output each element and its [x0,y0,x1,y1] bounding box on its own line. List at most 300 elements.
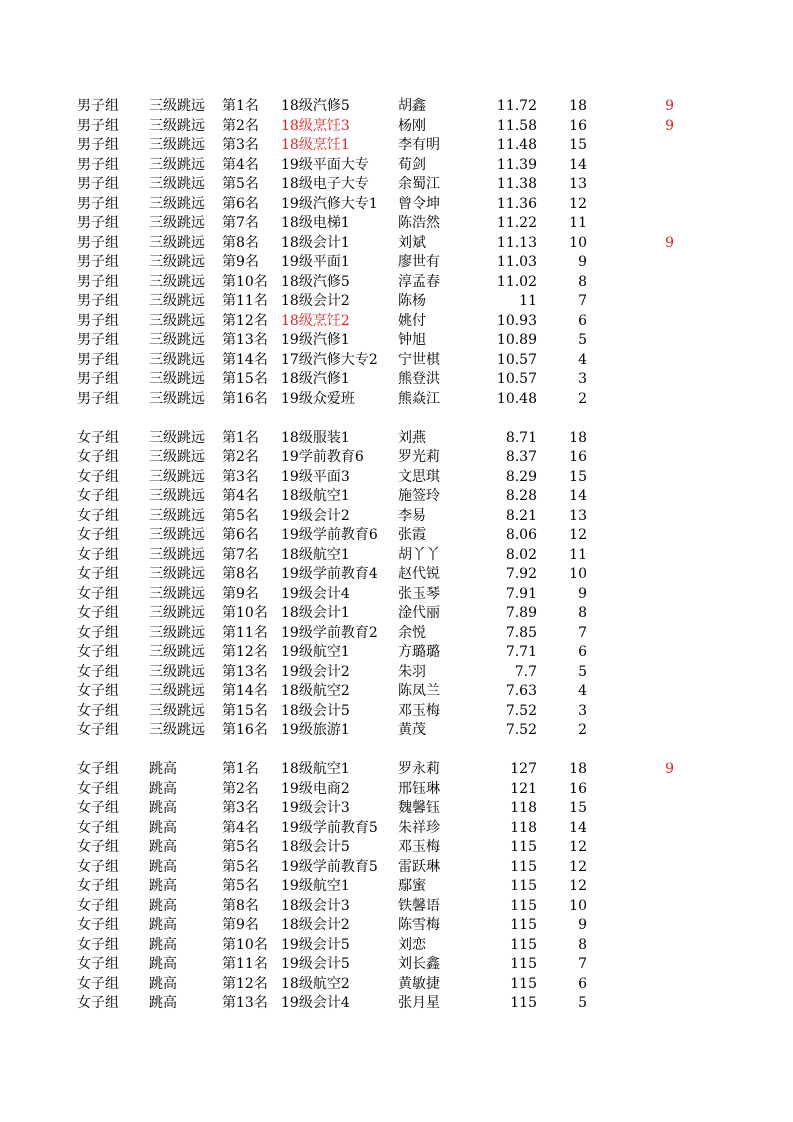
event-cell: 三级跳远 [149,663,205,680]
event-cell: 三级跳远 [149,117,205,134]
athlete-name-cell: 淳孟春 [398,273,440,290]
class-cell: 18级烹饪1 [281,137,350,153]
rank-cell: 第2名 [222,449,259,465]
event-cell: 三级跳远 [149,332,205,348]
points-cell: 6 [578,975,587,992]
result-row [0,936,793,956]
class-cell: 17级汽修大专2 [281,351,378,368]
group-cell: 女子组 [77,624,119,641]
result-row [0,351,793,371]
class-cell: 19级会计5 [281,936,350,953]
result-row [0,643,793,663]
score-cell: 8.37 [505,449,537,465]
rank-cell: 第4名 [222,488,259,504]
points-cell: 8 [578,273,587,290]
event-cell: 三级跳远 [149,254,205,270]
event-cell: 三级跳远 [149,507,205,524]
score-cell: 11.13 [496,234,537,251]
points-cell: 4 [578,683,587,699]
rank-cell: 第3名 [222,800,259,816]
score-cell: 10.93 [496,312,537,329]
class-cell: 19级学前教育5 [281,819,378,836]
points-cell: 11 [569,215,587,231]
class-cell: 19级航空1 [281,878,350,894]
points-cell: 5 [578,332,587,348]
points-cell: 15 [569,468,587,485]
class-cell: 18级烹饪3 [281,117,350,134]
event-cell: 三级跳远 [149,702,205,719]
group-cell: 女子组 [77,761,119,777]
rank-cell: 第2名 [222,117,259,134]
group-cell: 女子组 [77,683,119,699]
class-cell: 18级会计5 [281,839,350,855]
class-cell: 18级汽修5 [281,273,350,290]
group-cell: 男子组 [77,117,119,134]
event-cell: 三级跳远 [149,312,205,329]
result-row [0,390,793,410]
athlete-name-cell: 邓玉梅 [398,702,440,719]
result-row [0,117,793,137]
rank-cell: 第5名 [222,176,259,192]
group-cell: 男子组 [77,176,119,192]
class-cell: 18级电子大专 [281,176,369,192]
score-cell: 11.39 [496,156,537,173]
result-row [0,721,793,741]
event-cell: 三级跳远 [149,390,205,407]
rank-cell: 第5名 [222,839,259,855]
rank-cell: 第3名 [222,468,259,485]
points-cell: 14 [569,488,587,504]
class-cell: 19级会计3 [281,800,350,816]
score-cell: 115 [510,956,537,972]
score-cell: 7.7 [514,663,537,680]
score-cell: 10.57 [496,351,537,368]
score-cell: 8.06 [505,527,537,543]
score-cell: 7.63 [505,683,537,699]
athlete-name-cell: 荀剑 [398,156,426,173]
event-cell: 三级跳远 [149,137,205,153]
event-cell: 三级跳远 [149,488,205,504]
result-row [0,546,793,566]
points-cell: 10 [569,566,587,582]
score-cell: 11.02 [496,273,537,290]
event-cell: 三级跳远 [149,195,205,212]
group-cell: 女子组 [77,936,119,953]
group-cell: 女子组 [77,488,119,504]
points-cell: 8 [578,936,587,953]
event-cell: 跳高 [149,897,177,914]
group-cell: 女子组 [77,878,119,894]
score-cell: 11.36 [496,195,537,212]
rank-cell: 第6名 [222,527,259,543]
event-cell: 三级跳远 [149,683,205,699]
event-cell: 三级跳远 [149,98,205,114]
result-row [0,897,793,917]
event-cell: 跳高 [149,878,177,894]
group-cell: 女子组 [77,956,119,972]
group-cell: 女子组 [77,507,119,524]
class-cell: 18级航空2 [281,683,350,699]
athlete-name-cell: 黄敏捷 [398,975,440,992]
result-row [0,312,793,332]
score-cell: 11 [519,293,537,309]
points-cell: 9 [578,254,587,270]
group-cell: 男子组 [77,156,119,173]
class-cell: 18级航空1 [281,546,350,563]
event-cell: 三级跳远 [149,546,205,563]
points-cell: 8 [578,605,587,621]
result-row [0,175,793,195]
score-cell: 10.57 [496,371,537,387]
score-cell: 121 [510,780,537,797]
rank-cell: 第3名 [222,137,259,153]
event-cell: 三级跳远 [149,176,205,192]
points-cell: 16 [569,449,587,465]
score-cell: 11.72 [496,98,537,114]
group-cell: 女子组 [77,449,119,465]
points-cell: 6 [578,312,587,329]
athlete-name-cell: 黄茂 [398,722,426,738]
score-cell: 11.38 [496,176,537,192]
rank-cell: 第12名 [222,312,268,329]
score-cell: 10.89 [496,332,537,348]
rank-cell: 第1名 [222,429,259,446]
result-row [0,487,793,507]
rank-cell: 第8名 [222,234,259,251]
group-cell: 男子组 [77,371,119,387]
group-cell: 女子组 [77,858,119,875]
results-sheet [0,97,793,1014]
athlete-name-cell: 刘恋 [398,936,426,953]
class-cell: 19级会计2 [281,663,350,680]
rank-cell: 第13名 [222,332,268,348]
athlete-name-cell: 张玉琴 [398,585,440,602]
score-cell: 7.71 [505,644,537,660]
class-cell: 19级会计2 [281,507,350,524]
athlete-name-cell: 杨刚 [398,117,426,134]
score-cell: 8.28 [505,488,537,504]
group-cell: 女子组 [77,800,119,816]
athlete-name-cell: 胡鑫 [398,98,426,114]
result-row [0,448,793,468]
points-cell: 12 [569,858,587,875]
points-cell: 12 [569,839,587,855]
athlete-name-cell: 余悦 [398,624,426,641]
result-row [0,624,793,644]
group-cell: 男子组 [77,273,119,290]
athlete-name-cell: 刘燕 [398,429,426,446]
group-cell: 女子组 [77,995,119,1011]
athlete-name-cell: 文思琪 [398,468,440,485]
athlete-name-cell: 宁世棋 [398,351,440,368]
event-cell: 跳高 [149,858,177,875]
score-cell: 7.91 [505,585,537,602]
athlete-name-cell: 方璐璐 [398,644,440,660]
score-cell: 118 [510,819,537,836]
athlete-name-cell: 邓玉梅 [398,839,440,855]
rank-cell: 第13名 [222,995,268,1011]
score-cell: 7.52 [505,702,537,719]
score-cell: 7.89 [505,605,537,621]
points-cell: 11 [569,546,587,563]
score-cell: 11.03 [496,254,537,270]
rank-cell: 第12名 [222,644,268,660]
section-gap [0,409,793,429]
score-cell: 11.48 [496,137,537,153]
score-cell: 115 [510,936,537,953]
group-cell: 女子组 [77,897,119,914]
athlete-name-cell: 胡丫丫 [398,546,440,563]
result-row [0,858,793,878]
group-cell: 女子组 [77,585,119,602]
class-cell: 19级平面1 [281,254,350,270]
rank-cell: 第11名 [222,293,268,309]
class-cell: 19级平面大专 [281,156,369,173]
rank-cell: 第7名 [222,215,259,231]
event-cell: 三级跳远 [149,351,205,368]
result-row [0,526,793,546]
rank-cell: 第9名 [222,254,259,270]
result-row [0,273,793,293]
athlete-name-cell: 陈杨 [398,293,426,309]
group-cell: 女子组 [77,527,119,543]
group-cell: 男子组 [77,195,119,212]
points-cell: 2 [578,390,587,407]
section-gap [0,741,793,761]
rank-cell: 第7名 [222,546,259,563]
class-cell: 18级汽修5 [281,98,350,114]
result-row [0,585,793,605]
athlete-name-cell: 刘长鑫 [398,956,440,972]
class-cell: 18级电梯1 [281,215,350,231]
rank-cell: 第2名 [222,780,259,797]
group-cell: 男子组 [77,254,119,270]
athlete-name-cell: 熊登洪 [398,371,440,387]
points-cell: 3 [578,371,587,387]
score-cell: 8.21 [505,507,537,524]
points-cell: 13 [569,176,587,192]
rank-cell: 第5名 [222,507,259,524]
athlete-name-cell: 施签玲 [398,488,440,504]
athlete-name-cell: 邢钰琳 [398,780,440,797]
points-cell: 12 [569,527,587,543]
group-cell: 男子组 [77,351,119,368]
points-cell: 4 [578,351,587,368]
rank-cell: 第15名 [222,371,268,387]
rank-cell: 第6名 [222,195,259,212]
athlete-name-cell: 罗光莉 [398,449,440,465]
rank-cell: 第8名 [222,566,259,582]
points-cell: 16 [569,780,587,797]
athlete-name-cell: 雷跃琳 [398,858,440,875]
event-cell: 三级跳远 [149,215,205,231]
event-cell: 跳高 [149,761,177,777]
class-cell: 18级会计5 [281,702,350,719]
points-cell: 12 [569,195,587,212]
points-cell: 7 [578,956,587,972]
extra-points-cell: 9 [665,234,674,251]
points-cell: 3 [578,702,587,719]
score-cell: 115 [510,917,537,933]
athlete-name-cell: 李易 [398,507,426,524]
event-cell: 跳高 [149,819,177,836]
extra-points-cell: 9 [665,761,674,777]
class-cell: 19级航空1 [281,644,350,660]
class-cell: 18级会计1 [281,234,350,251]
event-cell: 三级跳远 [149,722,205,738]
athlete-name-cell: 廖世有 [398,254,440,270]
score-cell: 118 [510,800,537,816]
athlete-name-cell: 熊焱江 [398,390,440,407]
result-row [0,234,793,254]
result-row [0,565,793,585]
event-cell: 跳高 [149,780,177,797]
athlete-name-cell: 淦代丽 [398,605,440,621]
event-cell: 三级跳远 [149,293,205,309]
score-cell: 115 [510,839,537,855]
group-cell: 男子组 [77,98,119,114]
group-cell: 男子组 [77,332,119,348]
score-cell: 11.58 [496,117,537,134]
athlete-name-cell: 余蜀江 [398,176,440,192]
rank-cell: 第9名 [222,917,259,933]
athlete-name-cell: 陈雪梅 [398,917,440,933]
points-cell: 6 [578,644,587,660]
class-cell: 18级航空2 [281,975,350,992]
points-cell: 13 [569,507,587,524]
event-cell: 跳高 [149,956,177,972]
group-cell: 女子组 [77,722,119,738]
rank-cell: 第11名 [222,956,268,972]
group-cell: 女子组 [77,917,119,933]
score-cell: 115 [510,897,537,914]
rank-cell: 第5名 [222,858,259,875]
class-cell: 19级会计4 [281,585,350,602]
extra-points-cell: 9 [665,117,674,134]
athlete-name-cell: 陈浩然 [398,215,440,231]
result-row [0,214,793,234]
result-row [0,292,793,312]
class-cell: 19级学前教育4 [281,566,378,582]
class-cell: 19级学前教育6 [281,527,378,543]
group-cell: 男子组 [77,215,119,231]
athlete-name-cell: 张霞 [398,527,426,543]
result-row [0,429,793,449]
result-row [0,994,793,1014]
result-row [0,955,793,975]
result-row [0,331,793,351]
group-cell: 女子组 [77,566,119,582]
points-cell: 15 [569,800,587,816]
athlete-name-cell: 魏馨钰 [398,800,440,816]
result-row [0,702,793,722]
score-cell: 10.48 [496,390,537,407]
result-row [0,838,793,858]
athlete-name-cell: 罗永莉 [398,761,440,777]
rank-cell: 第1名 [222,98,259,114]
rank-cell: 第12名 [222,975,268,992]
class-cell: 18级会计2 [281,293,350,309]
points-cell: 12 [569,878,587,894]
points-cell: 9 [578,917,587,933]
score-cell: 7.85 [505,624,537,641]
event-cell: 跳高 [149,800,177,816]
result-row [0,156,793,176]
event-cell: 三级跳远 [149,273,205,290]
athlete-name-cell: 李有明 [398,137,440,153]
event-cell: 跳高 [149,936,177,953]
group-cell: 女子组 [77,819,119,836]
result-row [0,916,793,936]
score-cell: 7.52 [505,722,537,738]
class-cell: 18级会计3 [281,897,350,914]
rank-cell: 第16名 [222,722,268,738]
group-cell: 男子组 [77,390,119,407]
group-cell: 女子组 [77,663,119,680]
points-cell: 14 [569,156,587,173]
class-cell: 18级会计2 [281,917,350,933]
rank-cell: 第10名 [222,936,268,953]
athlete-name-cell: 刘斌 [398,234,426,251]
points-cell: 2 [578,722,587,738]
athlete-name-cell: 朱羽 [398,663,426,680]
result-row [0,819,793,839]
group-cell: 男子组 [77,234,119,251]
class-cell: 19级电商2 [281,780,350,797]
result-row [0,682,793,702]
group-cell: 男子组 [77,312,119,329]
rank-cell: 第11名 [222,624,268,641]
points-cell: 16 [569,117,587,134]
points-cell: 18 [569,761,587,777]
event-cell: 三级跳远 [149,156,205,173]
group-cell: 女子组 [77,468,119,485]
result-row [0,877,793,897]
athlete-name-cell: 鄢蜜 [398,878,426,894]
result-row [0,780,793,800]
group-cell: 女子组 [77,429,119,446]
rank-cell: 第5名 [222,878,259,894]
result-row [0,760,793,780]
event-cell: 三级跳远 [149,566,205,582]
points-cell: 18 [569,429,587,446]
points-cell: 18 [569,98,587,114]
group-cell: 女子组 [77,780,119,797]
points-cell: 14 [569,819,587,836]
event-cell: 三级跳远 [149,468,205,485]
class-cell: 19级会计5 [281,956,350,972]
group-cell: 女子组 [77,605,119,621]
athlete-name-cell: 朱祥珍 [398,819,440,836]
class-cell: 19级众爱班 [281,390,355,407]
score-cell: 8.29 [505,468,537,485]
athlete-name-cell: 姚付 [398,312,426,329]
class-cell: 19级学前教育5 [281,858,378,875]
class-cell: 18级服装1 [281,429,350,446]
group-cell: 女子组 [77,839,119,855]
rank-cell: 第14名 [222,683,268,699]
class-cell: 18级烹饪2 [281,312,350,329]
event-cell: 三级跳远 [149,624,205,641]
score-cell: 115 [510,995,537,1011]
event-cell: 跳高 [149,995,177,1011]
result-row [0,253,793,273]
class-cell: 19级平面3 [281,468,350,485]
group-cell: 男子组 [77,137,119,153]
result-row [0,97,793,117]
rank-cell: 第16名 [222,390,268,407]
class-cell: 19级会计4 [281,995,350,1011]
